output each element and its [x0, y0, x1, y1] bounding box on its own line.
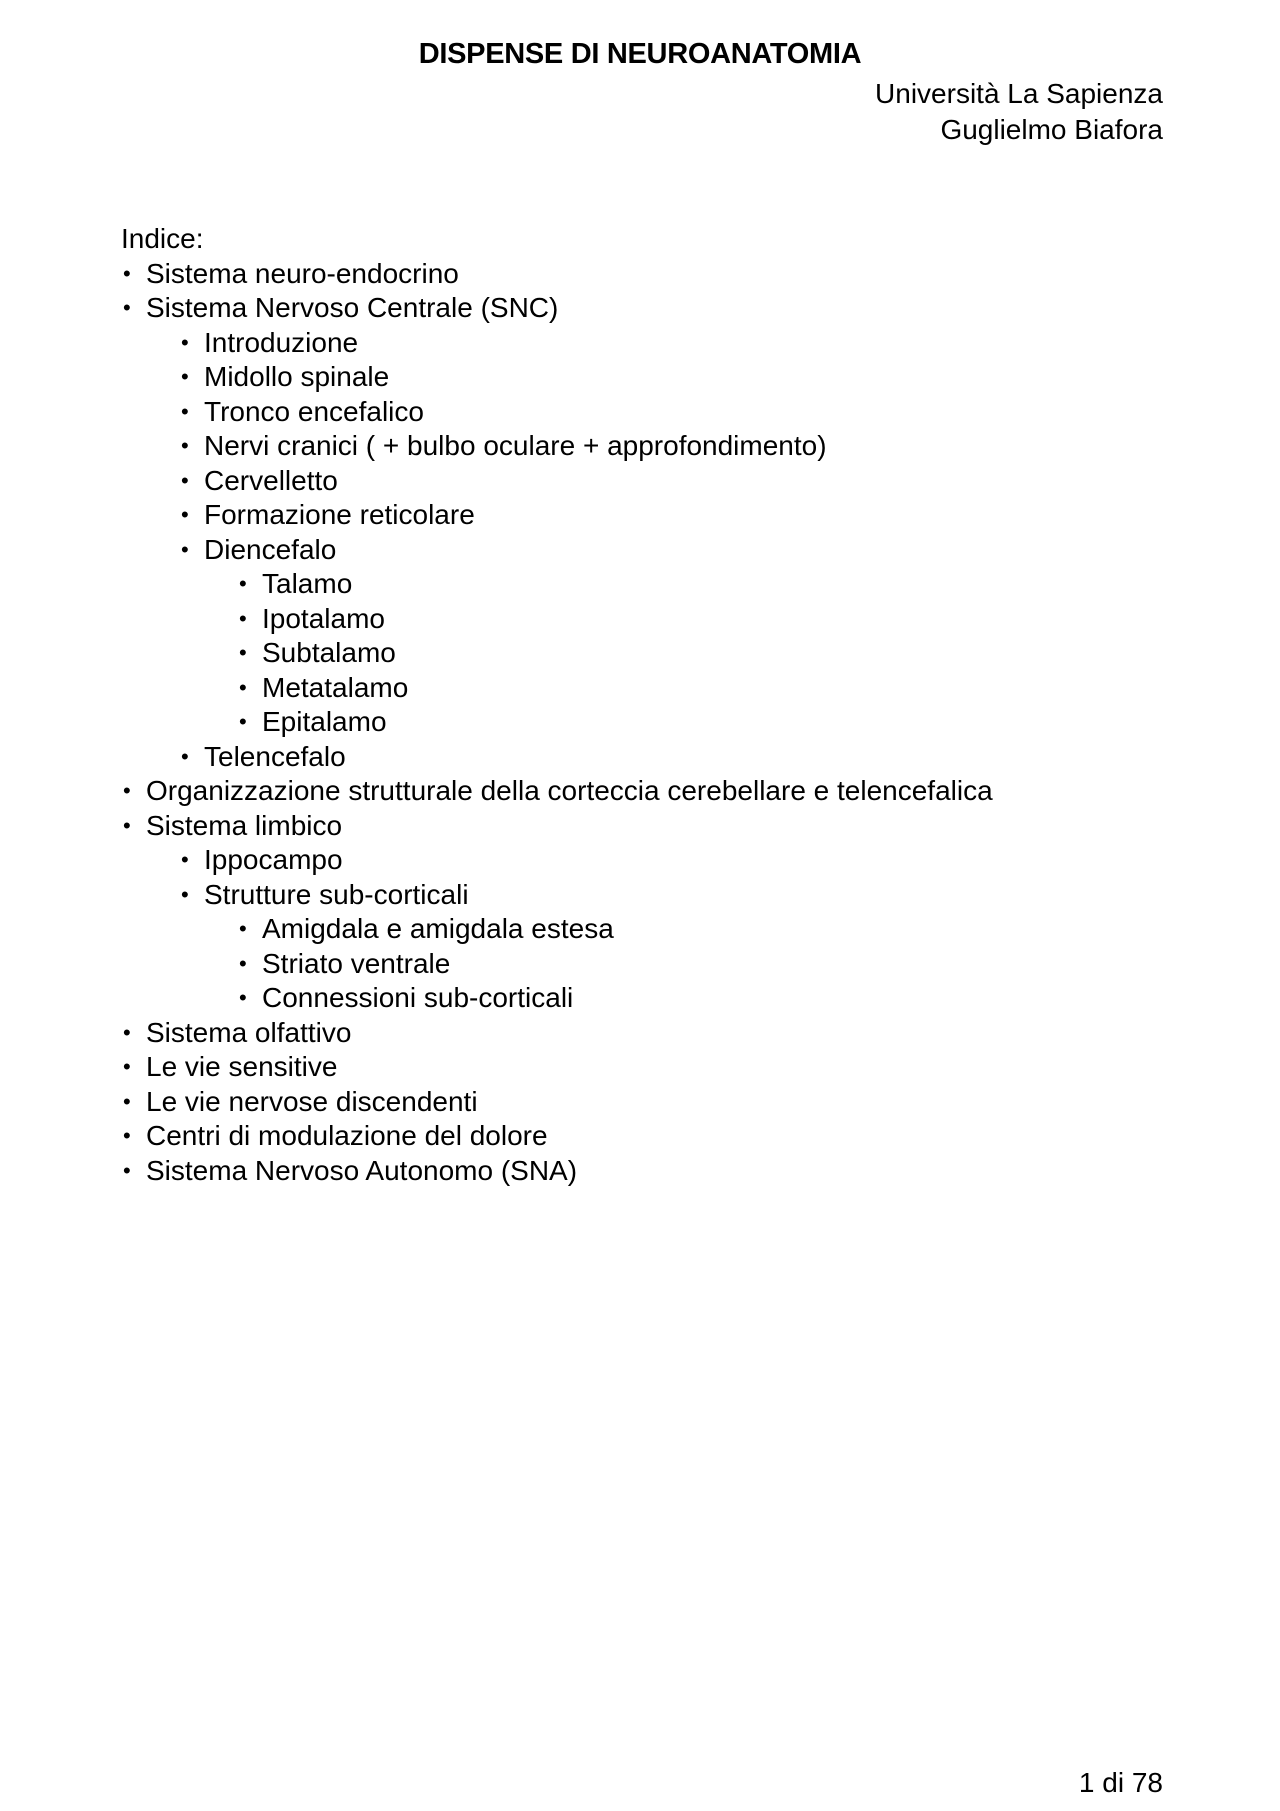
- toc-item: [121, 636, 1181, 671]
- toc-item-label: Tronco encefalico: [204, 395, 424, 427]
- bullet-icon: •: [181, 433, 189, 458]
- toc-item-label: Le vie sensitive: [146, 1051, 338, 1082]
- toc-item-label: Sistema olfattivo: [146, 1016, 352, 1048]
- bullet-icon: •: [181, 467, 189, 493]
- page-number: 1 di 78: [1078, 1767, 1163, 1798]
- bullet-icon: •: [123, 295, 131, 320]
- bullet-icon: •: [181, 398, 189, 424]
- toc-item: [121, 705, 1181, 740]
- toc-item: [121, 257, 1181, 292]
- bullet-icon: •: [123, 812, 131, 838]
- toc-item-label: Ipotalamo: [262, 602, 385, 634]
- toc-item: [121, 947, 1181, 982]
- bullet-icon: •: [239, 640, 247, 665]
- bullet-icon: •: [239, 985, 247, 1010]
- bullet-icon: •: [123, 1157, 131, 1183]
- bullet-icon: •: [181, 364, 189, 389]
- bullet-icon: •: [239, 709, 247, 734]
- toc-item-label: Le vie nervose discendenti: [146, 1085, 478, 1117]
- toc-item: [121, 1119, 1181, 1154]
- toc-item: [121, 533, 1181, 568]
- toc-item-label: Centri di modulazione del dolore: [146, 1120, 548, 1151]
- bullet-icon: •: [123, 1054, 131, 1079]
- toc-heading: Indice:: [121, 223, 204, 254]
- bullet-icon: •: [181, 847, 189, 872]
- toc-item-label: Amigdala e amigdala estesa: [262, 913, 614, 944]
- toc-item: [121, 981, 1181, 1016]
- toc-item: [121, 360, 1181, 395]
- bullet-icon: •: [239, 674, 247, 700]
- toc-item: [121, 671, 1181, 706]
- toc-item-label: Cervelletto: [204, 464, 338, 496]
- toc-item: [121, 1016, 1181, 1051]
- toc-item: [121, 809, 1181, 844]
- document-title: DISPENSE DI NEUROANATOMIA: [418, 38, 862, 70]
- university-name: Università La Sapienza: [875, 78, 1163, 109]
- toc-list: [121, 257, 1181, 1189]
- toc-item: [121, 464, 1181, 499]
- toc-item-label: Sistema neuro-endocrino: [146, 257, 459, 289]
- bullet-icon: •: [123, 778, 131, 803]
- toc-item-label: Connessioni sub-corticali: [262, 982, 574, 1013]
- toc-item: [121, 878, 1181, 913]
- toc-item-label: Sistema limbico: [146, 809, 343, 841]
- toc-item: [121, 498, 1181, 533]
- bullet-icon: •: [181, 502, 189, 527]
- toc-item: [121, 774, 1181, 809]
- bullet-icon: •: [123, 1019, 131, 1045]
- toc-item-label: Strutture sub-corticali: [204, 878, 469, 910]
- bullet-icon: •: [239, 950, 247, 976]
- toc-item-label: Sistema Nervoso Centrale (SNC): [146, 292, 559, 323]
- toc-item-label: Midollo spinale: [204, 361, 390, 392]
- toc-item: [121, 740, 1181, 775]
- toc-item-label: Telencefalo: [204, 740, 346, 772]
- toc-item: [121, 326, 1181, 361]
- bullet-icon: •: [123, 260, 131, 286]
- toc-item-label: Introduzione: [204, 326, 359, 358]
- table-of-contents: [121, 222, 1181, 1188]
- bullet-icon: •: [181, 536, 189, 562]
- toc-item-label: Organizzazione strutturale della corteccia cerebellare e telencefalica: [146, 775, 993, 806]
- toc-item: [121, 912, 1181, 947]
- bullet-icon: •: [181, 329, 189, 355]
- toc-item-label: Diencefalo: [204, 533, 337, 565]
- author-name: Guglielmo Biafora: [940, 114, 1163, 145]
- toc-item-label: Nervi cranici ( + bulbo oculare + approfondimento): [204, 430, 827, 461]
- toc-item-label: Striato ventrale: [262, 947, 451, 979]
- bullet-icon: •: [181, 881, 189, 907]
- toc-item: [121, 1154, 1181, 1189]
- toc-item: [121, 843, 1181, 878]
- bullet-icon: •: [123, 1088, 131, 1114]
- toc-item-label: Metatalamo: [262, 671, 409, 703]
- toc-item: [121, 1050, 1181, 1085]
- bullet-icon: •: [239, 916, 247, 941]
- toc-item: [121, 395, 1181, 430]
- toc-item-label: Formazione reticolare: [204, 499, 475, 530]
- toc-item: [121, 1085, 1181, 1120]
- bullet-icon: •: [239, 571, 247, 596]
- toc-item-label: Ippocampo: [204, 844, 343, 875]
- bullet-icon: •: [123, 1123, 131, 1148]
- toc-item: [121, 567, 1181, 602]
- toc-item-label: Sistema Nervoso Autonomo (SNA): [146, 1154, 578, 1186]
- toc-item-label: Epitalamo: [262, 706, 387, 737]
- toc-item-label: Talamo: [262, 568, 353, 599]
- toc-item-label: Subtalamo: [262, 637, 396, 668]
- bullet-icon: •: [239, 605, 247, 631]
- bullet-icon: •: [181, 743, 189, 769]
- toc-item: [121, 602, 1181, 637]
- toc-item: [121, 291, 1181, 326]
- toc-item: [121, 429, 1181, 464]
